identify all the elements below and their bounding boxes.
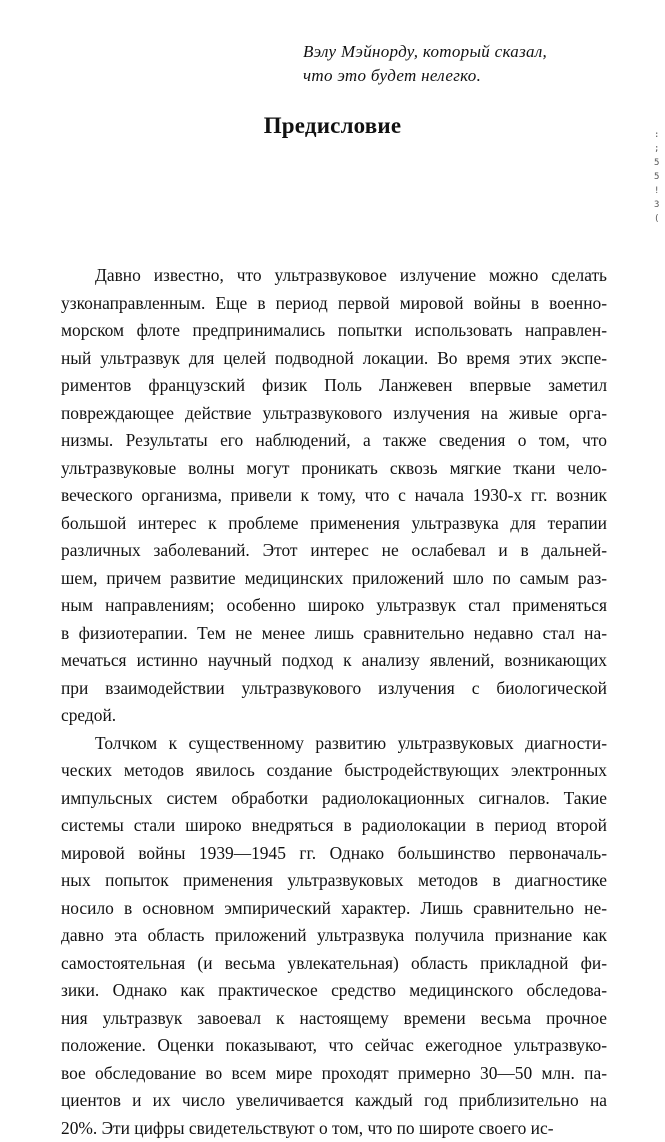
text-line: положение. Оценки показывают, что сейчас ежегодное ультразвуко- xyxy=(61,1032,607,1060)
paragraph-2 xyxy=(61,730,607,1142)
text-line: Давно известно, что ультразвуковое излучение можно сделать xyxy=(61,262,607,290)
text-line: повреждающее действие ультразвукового излучения на живые орга- xyxy=(61,400,607,428)
text-line: ния ультразвук завоевал к настоящему времени весьма прочное xyxy=(61,1005,607,1033)
epigraph xyxy=(303,40,603,88)
text-line: ных попыток применения ультразвуковых методов в диагностике xyxy=(61,867,607,895)
text-line: вое обследование во всем мире проходят примерно 30—50 млн. па- xyxy=(61,1060,607,1088)
text-line: циентов и их число увеличивается каждый год приблизительно на xyxy=(61,1087,607,1115)
page-title: Предисловие xyxy=(0,113,665,139)
text-line: мировой войны 1939—1945 гг. Однако большинство первоначаль- xyxy=(61,840,607,868)
text-line: морском флоте предпринимались попытки использовать направлен- xyxy=(61,317,607,345)
text-line: самостоятельная (и весьма увлекательная) область прикладной фи- xyxy=(61,950,607,978)
text-line: большой интерес к проблеме применения ультразвука для терапии xyxy=(61,510,607,538)
text-line: системы стали широко внедряться в радиолокации в период второй xyxy=(61,812,607,840)
text-line: шем, причем развитие медицинских приложений шло по самым раз- xyxy=(61,565,607,593)
epigraph-line-2: что это будет нелегко. xyxy=(303,64,603,88)
text-line: ный ультразвук для целей подводной локации. Во время этих экспе- xyxy=(61,345,607,373)
text-line: 20%. Эти цифры свидетельствуют о том, что по широте своего ис- xyxy=(61,1115,607,1142)
text-line: ультразвуковые волны могут проникать сквозь мягкие ткани чело- xyxy=(61,455,607,483)
text-line: мечаться истинно научный подход к анализу явлений, возникающих xyxy=(61,647,607,675)
paragraph-1 xyxy=(61,262,607,730)
text-line: при взаимодействии ультразвукового излучения с биологической xyxy=(61,675,607,703)
text-line: риментов французский физик Поль Ланжевен впервые заметил xyxy=(61,372,607,400)
epigraph-line-1: Вэлу Мэйнорду, который сказал, xyxy=(303,40,603,64)
text-line: давно эта область приложений ультразвука получила признание как xyxy=(61,922,607,950)
text-line: низмы. Результаты его наблюдений, а также сведения о том, что xyxy=(61,427,607,455)
text-line: ческих методов явилось создание быстродействующих электронных xyxy=(61,757,607,785)
text-line: в физиотерапии. Тем не менее лишь сравнительно недавно стал на- xyxy=(61,620,607,648)
text-line: средой. xyxy=(61,702,607,730)
text-line: зики. Однако как практическое средство медицинского обследова- xyxy=(61,977,607,1005)
margin-marks: : ; 5 5 ! 3 ( xyxy=(654,128,658,248)
text-line: импульсных систем обработки радиолокационных сигналов. Такие xyxy=(61,785,607,813)
text-line: узконаправленным. Еще в период первой мировой войны в военно- xyxy=(61,290,607,318)
text-line: ным направлениям; особенно широко ультразвук стал применяться xyxy=(61,592,607,620)
text-line: веческого организма, привели к тому, что с начала 1930-х гг. возник xyxy=(61,482,607,510)
text-line: Толчком к существенному развитию ультразвуковых диагности- xyxy=(61,730,607,758)
text-line: носило в основном эмпирический характер. Лишь сравнительно не- xyxy=(61,895,607,923)
body-text xyxy=(61,262,607,1142)
text-line: различных заболеваний. Этот интерес не ослабевал и в дальней- xyxy=(61,537,607,565)
